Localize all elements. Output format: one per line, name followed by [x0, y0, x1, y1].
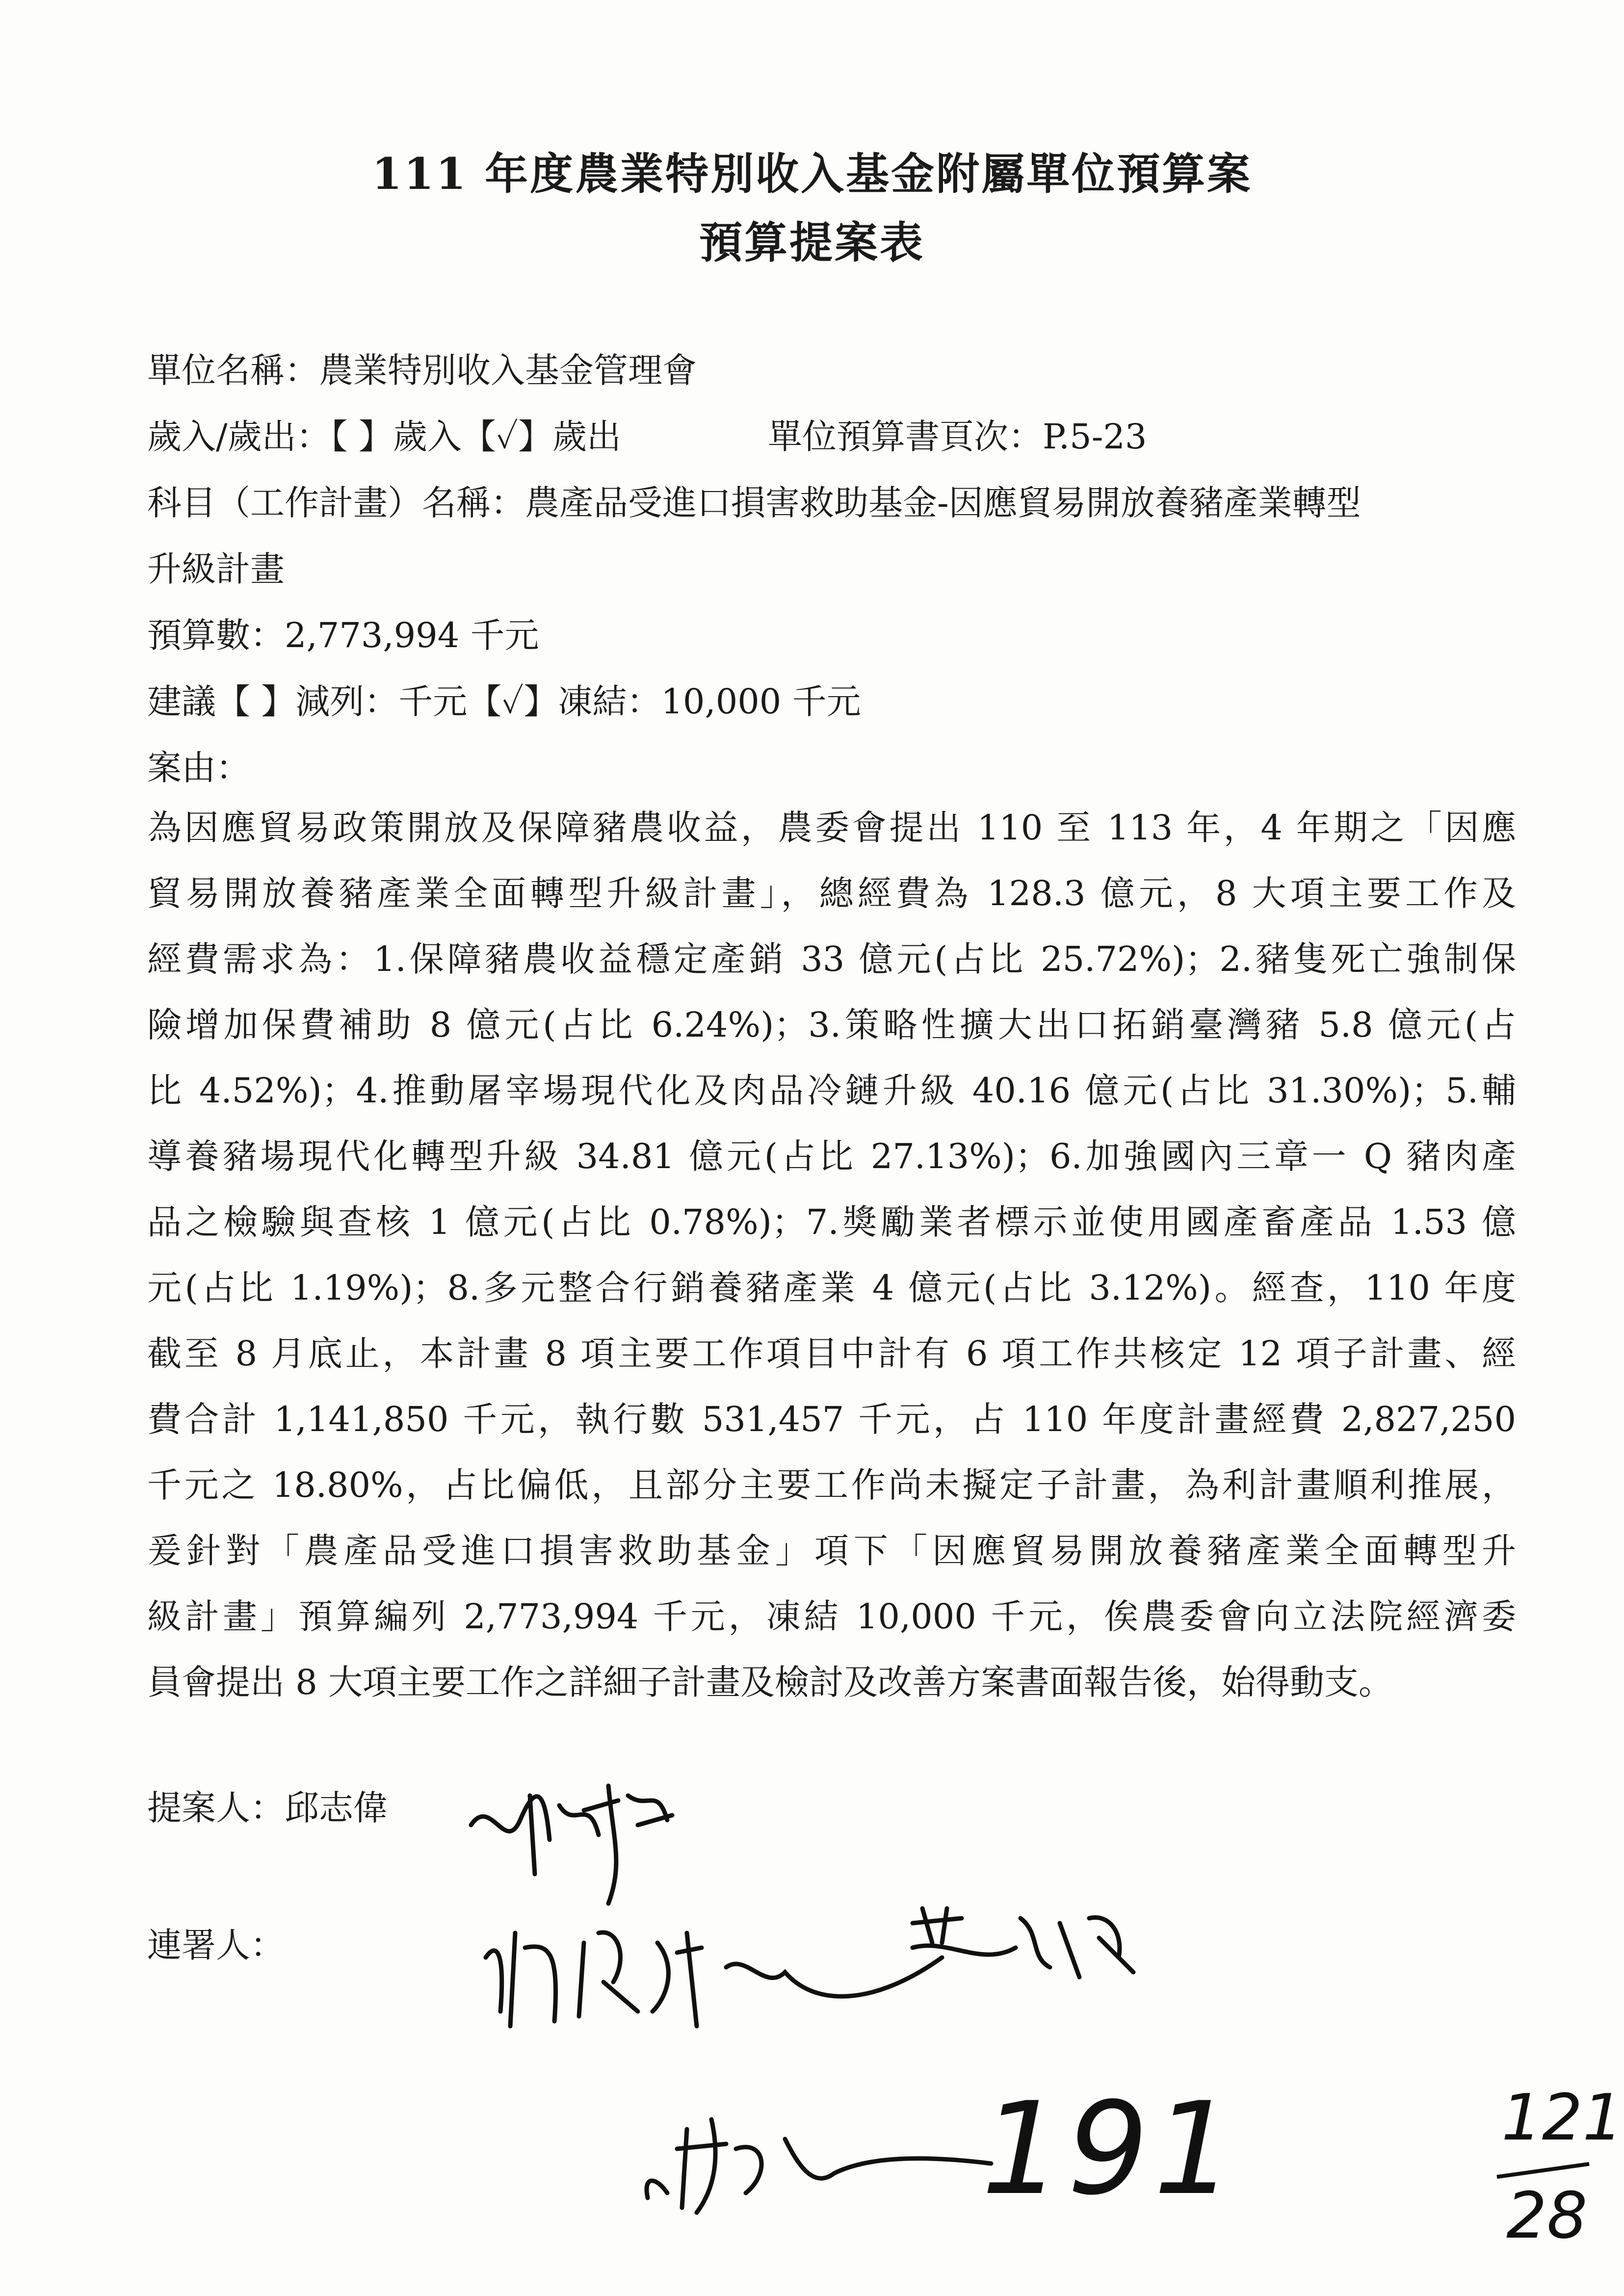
cosigner-label: 連署人： [147, 1925, 285, 1965]
document-subtitle: 預算提案表 [699, 217, 925, 268]
subject-field-line1: 科目（工作計畫）名稱：農產品受進口損害救助基金-因應貿易開放養豬產業轉型 [147, 483, 1361, 523]
cosigner-3-signature [638, 2100, 1001, 2218]
page-denominator: 28 [1506, 2178, 1588, 2253]
reason-body [147, 795, 1516, 1715]
body-line: 元(占比 1.19%)；8.多元整合行銷養豬產業 4 億元(占比 3.12%)。經查，110 年度 [147, 1268, 1516, 1308]
body-line: 經費需求為：1.保障豬農收益穩定產銷 33 億元(占比 25.72%)；2.豬隻死亡強制保 [147, 939, 1516, 979]
page-reference-field: 單位預算書頁次：P.5-23 [768, 417, 1147, 457]
revenue-expense-field: 歲入/歲出：【 】歲入【✓】歲出 [147, 417, 621, 457]
proposal-field: 建議【 】減列：千元【✓】凍結：10,000 千元 [147, 681, 861, 722]
page-fraction-bar [1496, 2162, 1589, 2179]
body-line: 導養豬場現代化轉型升級 34.81 億元(占比 27.13%)；6.加強國內三章一 Q 豬肉產 [147, 1136, 1516, 1176]
body-line: 貿易開放養豬產業全面轉型升級計畫」，總經費為 128.3 億元，8 大項主要工作及 [147, 873, 1516, 913]
body-line: 比 4.52%)；4.推動屠宰場現代化及肉品冷鏈升級 40.16 億元(占比 31.30%)；5.輔 [147, 1070, 1516, 1111]
handwritten-number: 191 [981, 2075, 1240, 2223]
subject-field-line2: 升級計畫 [147, 549, 285, 589]
document-title: 111 年度農業特別收入基金附屬單位預算案 [371, 148, 1253, 199]
cosigner-1-signature [471, 1913, 962, 2041]
unit-name-field: 單位名稱：農業特別收入基金管理會 [147, 350, 697, 391]
proposer-label: 提案人：邱志偉 [147, 1788, 388, 1828]
body-line: 千元之 18.80%，占比偏低，且部分主要工作尚未擬定子計畫，為利計畫順利推展， [147, 1465, 1516, 1505]
body-line: 員會提出 8 大項主要工作之詳細子計畫及檢討及改善方案書面報告後，始得動支。 [147, 1662, 1393, 1702]
body-line: 截至 8 月底止，本計畫 8 項主要工作項目中計有 6 項工作共核定 12 項子計畫、經 [147, 1333, 1516, 1374]
body-line: 品之檢驗與查核 1 億元(占比 0.78%)；7.獎勵業者標示並使用國產畜產品 1.53 億 [147, 1202, 1516, 1242]
body-line: 爰針對「農產品受進口損害救助基金」項下「因應貿易開放養豬產業全面轉型升 [147, 1531, 1516, 1571]
body-line: 為因應貿易政策開放及保障豬農收益，農委會提出 110 至 113 年，4 年期之「因應 [147, 808, 1516, 848]
body-line: 費合計 1,141,850 千元，執行數 531,457 千元，占 110 年度計畫經費 2,827,250 [147, 1399, 1516, 1439]
budget-amount-field: 預算數：2,773,994 千元 [147, 615, 539, 655]
body-line: 級計畫」預算編列 2,773,994 千元，凍結 10,000 千元，俟農委會向立法院經濟委 [147, 1596, 1516, 1637]
page-numerator: 121 [1501, 2080, 1624, 2155]
body-line: 險增加保費補助 8 億元(占比 6.24%)；3.策略性擴大出口拓銷臺灣豬 5.8 億元(占 [147, 1005, 1516, 1045]
reason-label: 案由： [147, 748, 250, 788]
cosigner-2-signature [903, 1904, 1148, 2002]
proposer-signature [461, 1766, 682, 1913]
